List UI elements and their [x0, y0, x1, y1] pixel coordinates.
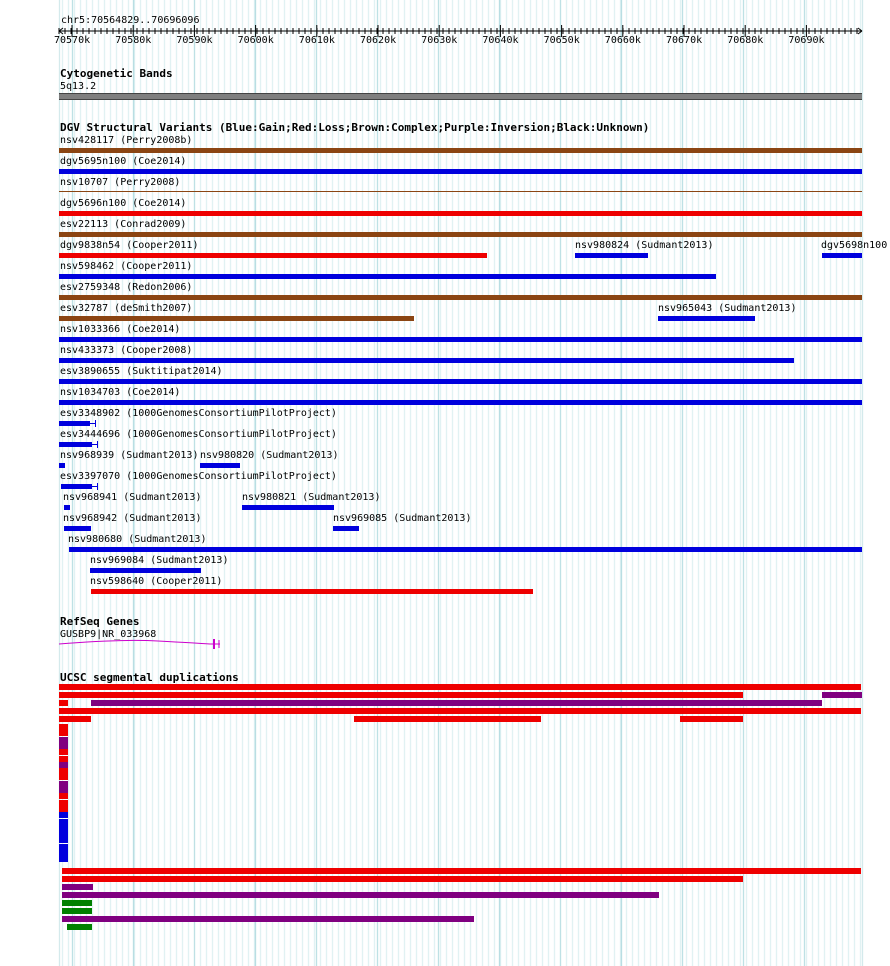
dgv-feature-bar[interactable]: [59, 253, 487, 258]
dgv-feature-bar[interactable]: [69, 547, 862, 552]
dgv-feature-bar[interactable]: [59, 379, 862, 384]
segdup-feature-bar[interactable]: [59, 692, 743, 698]
segdup-feature-bar[interactable]: [62, 900, 92, 906]
segdup-feature-bar[interactable]: [59, 831, 68, 837]
dgv-feature-label[interactable]: esv2759348 (Redon2006): [60, 282, 193, 293]
segdup-feature-bar[interactable]: [59, 774, 68, 780]
dgv-feature-bar[interactable]: [59, 295, 862, 300]
dgv-feature-label[interactable]: dgv5698n100: [821, 240, 888, 251]
dgv-feature-bar[interactable]: [59, 211, 862, 216]
segdup-feature-bar[interactable]: [59, 781, 68, 787]
segdup-feature-bar[interactable]: [59, 787, 68, 793]
dgv-feature-label[interactable]: esv3397070 (1000GenomesConsortiumPilotProject): [60, 471, 337, 482]
segdup-feature-bar[interactable]: [59, 812, 68, 818]
segdup-feature-bar[interactable]: [59, 806, 68, 812]
dgv-feature-label[interactable]: nsv969085 (Sudmant2013): [333, 513, 472, 524]
dgv-feature-bar[interactable]: [59, 148, 862, 153]
segdup-feature-bar[interactable]: [680, 716, 743, 722]
dgv-feature-label[interactable]: nsv980821 (Sudmant2013): [242, 492, 381, 503]
dgv-feature-bar[interactable]: [90, 568, 201, 573]
segdup-feature-bar[interactable]: [59, 825, 68, 831]
ruler-tick-label: 70690k: [788, 35, 825, 46]
dgv-feature-bar[interactable]: [59, 191, 862, 192]
gene-label: GUSBP9|NR_033968: [60, 629, 157, 640]
segdup-feature-bar[interactable]: [59, 762, 68, 768]
dgv-feature-label[interactable]: nsv980824 (Sudmant2013): [575, 240, 714, 251]
dgv-feature-label[interactable]: nsv968942 (Sudmant2013): [63, 513, 202, 524]
ruler-tick-label: 70680k: [727, 35, 764, 46]
segdup-feature-bar[interactable]: [59, 700, 68, 706]
cytoband-bar[interactable]: [59, 93, 862, 100]
dgv-feature-bar[interactable]: [59, 337, 862, 342]
dgv-feature-label[interactable]: nsv428117 (Perry2008b): [60, 135, 193, 146]
dgv-feature-bar[interactable]: [658, 316, 755, 321]
segdup-feature-bar[interactable]: [91, 700, 822, 706]
segdup-feature-bar[interactable]: [59, 819, 68, 825]
dgv-feature-label[interactable]: esv3890655 (Suktitipat2014): [60, 366, 223, 377]
segdup-feature-bar[interactable]: [59, 737, 68, 743]
segdup-feature-bar[interactable]: [62, 916, 474, 922]
dgv-feature-cap: [97, 483, 98, 490]
location-label: chr5:70564829..70696096: [61, 15, 200, 26]
dgv-feature-label[interactable]: nsv980820 (Sudmant2013): [200, 450, 339, 461]
ruler-tick-label: 70590k: [176, 35, 213, 46]
segdup-feature-bar[interactable]: [59, 684, 861, 690]
dgv-feature-label[interactable]: nsv598640 (Cooper2011): [90, 576, 223, 587]
segdup-feature-bar[interactable]: [354, 716, 541, 722]
dgv-feature-bar[interactable]: [59, 400, 862, 405]
ruler-tick-label: 70610k: [298, 35, 335, 46]
segdup-feature-bar[interactable]: [59, 793, 68, 799]
dgv-feature-label[interactable]: nsv1034703 (Coe2014): [60, 387, 181, 398]
dgv-feature-bar[interactable]: [822, 253, 862, 258]
ruler-tick-label: 70620k: [360, 35, 397, 46]
dgv-feature-bar[interactable]: [61, 484, 92, 489]
dgv-feature-label[interactable]: nsv965043 (Sudmant2013): [658, 303, 797, 314]
dgv-feature-bar[interactable]: [59, 358, 794, 363]
dgv-feature-cap: [97, 441, 98, 448]
dgv-feature-label[interactable]: nsv968941 (Sudmant2013): [63, 492, 202, 503]
dgv-feature-bar[interactable]: [59, 463, 65, 468]
segdup-feature-bar[interactable]: [59, 724, 68, 730]
segdup-feature-bar[interactable]: [62, 884, 93, 890]
ruler-tick-label: 70650k: [543, 35, 580, 46]
dgv-feature-label[interactable]: nsv433373 (Cooper2008): [60, 345, 193, 356]
dgv-feature-bar[interactable]: [64, 526, 91, 531]
dgv-feature-bar[interactable]: [242, 505, 334, 510]
ruler-tick-label: 70630k: [421, 35, 458, 46]
segdup-feature-bar[interactable]: [59, 708, 861, 714]
ruler-tick-label: 70600k: [237, 35, 274, 46]
dgv-feature-cap: [95, 420, 96, 427]
segdup-feature-bar[interactable]: [59, 756, 68, 762]
dgv-feature-label[interactable]: nsv980680 (Sudmant2013): [68, 534, 207, 545]
dgv-feature-bar[interactable]: [59, 421, 90, 426]
dgv-feature-bar[interactable]: [200, 463, 240, 468]
segdup-feature-bar[interactable]: [59, 837, 68, 843]
dgv-feature-label[interactable]: nsv968939 (Sudmant2013): [60, 450, 199, 461]
ruler-tick-label: 70640k: [482, 35, 519, 46]
dgv-feature-label[interactable]: dgv9838n54 (Cooper2011): [60, 240, 199, 251]
segdup-feature-bar[interactable]: [59, 800, 68, 806]
track-title-refseq[interactable]: RefSeq Genes: [60, 615, 140, 628]
segdup-feature-bar[interactable]: [822, 692, 862, 698]
dgv-feature-label[interactable]: esv22113 (Conrad2009): [60, 219, 187, 230]
segdup-feature-bar[interactable]: [62, 868, 861, 874]
dgv-feature-bar[interactable]: [59, 232, 862, 237]
dgv-feature-label[interactable]: esv32787 (deSmith2007): [60, 303, 193, 314]
ruler-tick-label: 70660k: [604, 35, 641, 46]
track-title-segdup[interactable]: UCSC segmental duplications: [60, 671, 239, 684]
dgv-feature-bar[interactable]: [59, 274, 716, 279]
ruler-tick-label: 70580k: [115, 35, 152, 46]
dgv-feature-bar[interactable]: [575, 253, 648, 258]
dgv-feature-label[interactable]: dgv5695n100 (Coe2014): [60, 156, 187, 167]
segdup-feature-bar[interactable]: [59, 768, 68, 774]
dgv-feature-label[interactable]: esv3444696 (1000GenomesConsortiumPilotProject): [60, 429, 337, 440]
segdup-feature-bar[interactable]: [59, 856, 68, 862]
dgv-feature-label[interactable]: nsv10707 (Perry2008): [60, 177, 181, 188]
track-title-dgv[interactable]: DGV Structural Variants (Blue:Gain;Red:Loss;Brown:Complex;Purple:Inversion;Black:Unknown): [60, 121, 650, 134]
segdup-feature-bar[interactable]: [59, 749, 68, 755]
dgv-feature-bar[interactable]: [91, 589, 533, 594]
segdup-feature-bar[interactable]: [59, 844, 68, 850]
ruler-tick-label: 70570k: [54, 35, 91, 46]
dgv-feature-bar[interactable]: [59, 442, 92, 447]
track-title-cytogenetic-bands[interactable]: Cytogenetic Bands: [60, 67, 173, 80]
dgv-feature-bar[interactable]: [59, 169, 862, 174]
segdup-feature-bar[interactable]: [59, 730, 68, 736]
segdup-feature-bar[interactable]: [62, 892, 659, 898]
ruler-tick-label: 70670k: [666, 35, 703, 46]
cytoband-label: 5q13.2: [60, 81, 97, 92]
dgv-feature-label[interactable]: nsv598462 (Cooper2011): [60, 261, 193, 272]
segdup-feature-bar[interactable]: [59, 743, 68, 749]
segdup-feature-bar[interactable]: [62, 876, 743, 882]
segdup-feature-bar[interactable]: [59, 850, 68, 856]
dgv-feature-label[interactable]: esv3348902 (1000GenomesConsortiumPilotProject): [60, 408, 337, 419]
dgv-feature-bar[interactable]: [333, 526, 359, 531]
dgv-feature-bar[interactable]: [64, 505, 70, 510]
segdup-feature-bar[interactable]: [62, 908, 92, 914]
dgv-feature-bar[interactable]: [59, 316, 414, 321]
dgv-feature-label[interactable]: dgv5696n100 (Coe2014): [60, 198, 187, 209]
dgv-feature-label[interactable]: nsv1033366 (Coe2014): [60, 324, 181, 335]
segdup-feature-bar[interactable]: [59, 716, 91, 722]
dgv-feature-label[interactable]: nsv969084 (Sudmant2013): [90, 555, 229, 566]
gene-model-GUSBP9[interactable]: [0, 638, 300, 652]
segdup-feature-bar[interactable]: [67, 924, 92, 930]
